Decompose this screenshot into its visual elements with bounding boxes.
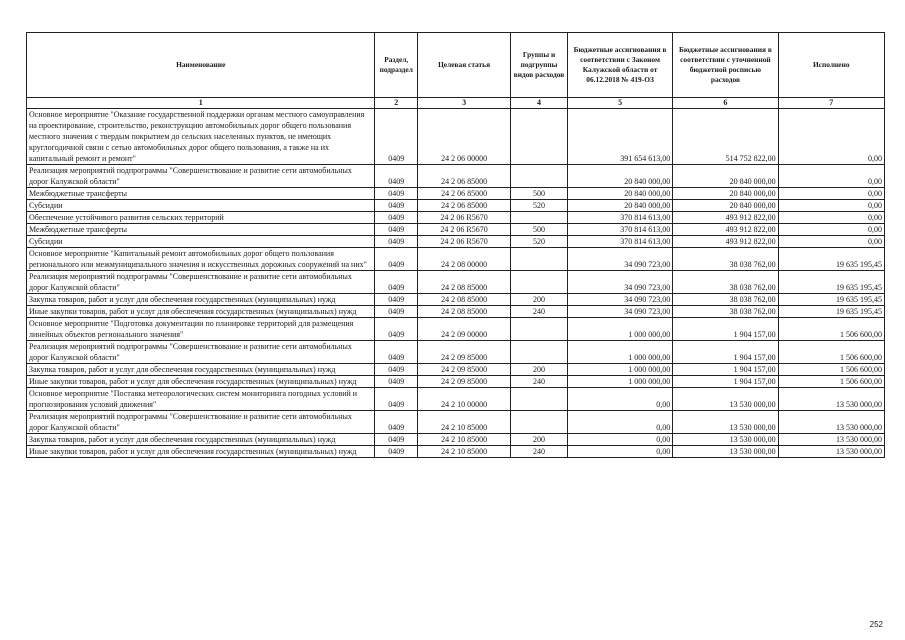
row-target: 24 2 06 85000 — [417, 200, 510, 212]
row-target: 24 2 06 R5670 — [417, 212, 510, 224]
row-name: Субсидии — [27, 200, 375, 212]
row-budget-law: 1 000 000,00 — [567, 364, 672, 376]
row-budget-refined: 493 912 822,00 — [673, 224, 778, 236]
row-section: 0409 — [375, 188, 418, 200]
row-target: 24 2 09 85000 — [417, 341, 510, 364]
row-budget-law: 1 000 000,00 — [567, 376, 672, 388]
row-target: 24 2 10 00000 — [417, 388, 510, 411]
header-section: Раздел, подраздел — [375, 33, 418, 98]
row-section: 0409 — [375, 109, 418, 165]
row-executed: 13 530 000,00 — [778, 434, 884, 446]
row-budget-law: 34 090 723,00 — [567, 271, 672, 294]
row-executed: 1 506 600,00 — [778, 341, 884, 364]
row-budget-law: 0,00 — [567, 411, 672, 434]
header-target: Целевая статья — [417, 33, 510, 98]
column-number: 4 — [511, 98, 568, 109]
row-group: 240 — [511, 376, 568, 388]
row-target: 24 2 09 85000 — [417, 376, 510, 388]
page-number: 252 — [869, 620, 883, 629]
header-groups: Группы и подгруппы видов расходов — [511, 33, 568, 98]
row-executed: 0,00 — [778, 109, 884, 165]
row-section: 0409 — [375, 446, 418, 458]
row-budget-refined: 514 752 822,00 — [673, 109, 778, 165]
row-budget-law: 20 840 000,00 — [567, 200, 672, 212]
row-group — [511, 248, 568, 271]
row-name: Основное мероприятие "Подготовка документации по планировке территорий для размещения линейных объектов регионального значения" — [27, 318, 375, 341]
row-name: Закупка товаров, работ и услуг для обеспечения государственных (муниципальных) нужд — [27, 434, 375, 446]
row-target: 24 2 09 85000 — [417, 364, 510, 376]
row-budget-law: 20 840 000,00 — [567, 165, 672, 188]
table-row — [27, 434, 885, 446]
column-number: 5 — [567, 98, 672, 109]
row-budget-law: 20 840 000,00 — [567, 188, 672, 200]
row-section: 0409 — [375, 376, 418, 388]
row-name: Субсидии — [27, 236, 375, 248]
row-executed: 19 635 195,45 — [778, 248, 884, 271]
row-budget-refined: 493 912 822,00 — [673, 212, 778, 224]
row-executed: 13 530 000,00 — [778, 388, 884, 411]
row-budget-refined: 1 904 157,00 — [673, 376, 778, 388]
row-section: 0409 — [375, 236, 418, 248]
row-section: 0409 — [375, 318, 418, 341]
row-section: 0409 — [375, 248, 418, 271]
row-budget-law: 370 814 613,00 — [567, 212, 672, 224]
table-row — [27, 248, 885, 271]
row-budget-refined: 38 038 762,00 — [673, 306, 778, 318]
row-budget-law: 0,00 — [567, 446, 672, 458]
row-budget-refined: 38 038 762,00 — [673, 294, 778, 306]
row-budget-law: 34 090 723,00 — [567, 306, 672, 318]
row-section: 0409 — [375, 294, 418, 306]
table-row — [27, 388, 885, 411]
row-target: 24 2 06 85000 — [417, 165, 510, 188]
row-executed: 19 635 195,45 — [778, 306, 884, 318]
row-budget-law: 34 090 723,00 — [567, 294, 672, 306]
row-executed: 0,00 — [778, 188, 884, 200]
column-number: 2 — [375, 98, 418, 109]
table-row — [27, 294, 885, 306]
row-section: 0409 — [375, 364, 418, 376]
table-row — [27, 411, 885, 434]
row-section: 0409 — [375, 200, 418, 212]
row-budget-refined: 20 840 000,00 — [673, 165, 778, 188]
row-target: 24 2 06 85000 — [417, 188, 510, 200]
row-budget-law: 370 814 613,00 — [567, 224, 672, 236]
table-row — [27, 224, 885, 236]
column-number: 6 — [673, 98, 778, 109]
row-group: 200 — [511, 294, 568, 306]
row-name: Закупка товаров, работ и услуг для обеспечения государственных (муниципальных) нужд — [27, 364, 375, 376]
row-group: 500 — [511, 188, 568, 200]
table-row — [27, 376, 885, 388]
table-row — [27, 109, 885, 165]
row-executed: 0,00 — [778, 212, 884, 224]
row-group: 520 — [511, 200, 568, 212]
column-number-row — [27, 98, 885, 109]
row-executed: 0,00 — [778, 165, 884, 188]
row-budget-refined: 13 530 000,00 — [673, 388, 778, 411]
row-target: 24 2 08 85000 — [417, 271, 510, 294]
column-number: 1 — [27, 98, 375, 109]
table-row — [27, 236, 885, 248]
row-name: Межбюджетные трансферты — [27, 188, 375, 200]
row-budget-law: 1 000 000,00 — [567, 341, 672, 364]
row-group — [511, 341, 568, 364]
row-section: 0409 — [375, 165, 418, 188]
row-group: 200 — [511, 364, 568, 376]
row-target: 24 2 08 00000 — [417, 248, 510, 271]
column-number: 3 — [417, 98, 510, 109]
table-row — [27, 271, 885, 294]
row-target: 24 2 06 00000 — [417, 109, 510, 165]
row-group — [511, 411, 568, 434]
row-section: 0409 — [375, 271, 418, 294]
row-target: 24 2 10 85000 — [417, 434, 510, 446]
row-executed: 0,00 — [778, 224, 884, 236]
row-target: 24 2 06 R5670 — [417, 236, 510, 248]
row-budget-refined: 20 840 000,00 — [673, 188, 778, 200]
column-number: 7 — [778, 98, 884, 109]
header-budget-law: Бюджетные ассигнования в соответствии с Законом Калужской области от 06.12.2018 № 419-ОЗ — [567, 33, 672, 98]
row-target: 24 2 08 85000 — [417, 294, 510, 306]
row-budget-refined: 20 840 000,00 — [673, 200, 778, 212]
row-group: 520 — [511, 236, 568, 248]
row-name: Основное мероприятие "Оказание государственной поддержки органам местного самоуправления на проектирование, строительство, реконструкцию автомобильных дорог общего пользования местного значения с твердым покрытием до сельских населенных пунктов, не имеющих круглогодичной связи с сетью автомобильных дорог общего пользования, а также на их капитальный ремонт и ремонт" — [27, 109, 375, 165]
row-executed: 13 530 000,00 — [778, 446, 884, 458]
row-name: Реализация мероприятий подпрограммы "Совершенствование и развитие сети автомобильных дорог Калужской области" — [27, 341, 375, 364]
row-group — [511, 271, 568, 294]
row-name: Основное мероприятие "Поставка метеорологических систем мониторинга погодных условий и прогнозирования условий движения" — [27, 388, 375, 411]
row-section: 0409 — [375, 341, 418, 364]
row-name: Основное мероприятие "Капитальный ремонт автомобильных дорог общего пользования регионального или межмуниципального значения и искусственных дорожных сооружений на них" — [27, 248, 375, 271]
row-name: Реализация мероприятий подпрограммы "Совершенствование и развитие сети автомобильных дорог Калужской области" — [27, 271, 375, 294]
table-body — [27, 109, 885, 458]
row-name: Реализация мероприятий подпрограммы "Совершенствование и развитие сети автомобильных дорог Калужской области" — [27, 165, 375, 188]
row-name: Иные закупки товаров, работ и услуг для обеспечения государственных (муниципальных) нужд — [27, 376, 375, 388]
row-name: Иные закупки товаров, работ и услуг для обеспечения государственных (муниципальных) нужд — [27, 306, 375, 318]
row-group: 500 — [511, 224, 568, 236]
row-target: 24 2 08 85000 — [417, 306, 510, 318]
row-target: 24 2 09 00000 — [417, 318, 510, 341]
row-budget-refined: 38 038 762,00 — [673, 248, 778, 271]
row-group — [511, 212, 568, 224]
row-executed: 19 635 195,45 — [778, 271, 884, 294]
row-executed: 0,00 — [778, 236, 884, 248]
row-budget-law: 391 654 613,00 — [567, 109, 672, 165]
row-group: 240 — [511, 446, 568, 458]
row-budget-law: 370 814 613,00 — [567, 236, 672, 248]
row-section: 0409 — [375, 434, 418, 446]
row-executed: 19 635 195,45 — [778, 294, 884, 306]
row-executed: 1 506 600,00 — [778, 318, 884, 341]
row-section: 0409 — [375, 388, 418, 411]
row-budget-law: 0,00 — [567, 388, 672, 411]
table-row — [27, 165, 885, 188]
row-executed: 1 506 600,00 — [778, 364, 884, 376]
row-budget-refined: 1 904 157,00 — [673, 341, 778, 364]
row-executed: 1 506 600,00 — [778, 376, 884, 388]
table-row — [27, 364, 885, 376]
row-executed: 0,00 — [778, 200, 884, 212]
header-budget-refined: Бюджетные ассигнования в соответствии с уточненной бюджетной росписью расходов — [673, 33, 778, 98]
row-name: Обеспечение устойчивого развития сельских территорий — [27, 212, 375, 224]
row-group: 240 — [511, 306, 568, 318]
row-name: Иные закупки товаров, работ и услуг для обеспечения государственных (муниципальных) нужд — [27, 446, 375, 458]
row-group — [511, 109, 568, 165]
budget-table — [26, 32, 885, 458]
row-name: Межбюджетные трансферты — [27, 224, 375, 236]
row-group — [511, 388, 568, 411]
row-budget-law: 1 000 000,00 — [567, 318, 672, 341]
row-group — [511, 318, 568, 341]
table-row — [27, 212, 885, 224]
row-target: 24 2 06 R5670 — [417, 224, 510, 236]
row-group: 200 — [511, 434, 568, 446]
table-row — [27, 200, 885, 212]
row-budget-refined: 38 038 762,00 — [673, 271, 778, 294]
row-section: 0409 — [375, 306, 418, 318]
row-budget-refined: 13 530 000,00 — [673, 446, 778, 458]
row-section: 0409 — [375, 212, 418, 224]
row-budget-refined: 1 904 157,00 — [673, 318, 778, 341]
header-executed: Исполнено — [778, 33, 884, 98]
table-row — [27, 446, 885, 458]
table-header-row — [27, 33, 885, 98]
row-group — [511, 165, 568, 188]
budget-sheet — [26, 32, 885, 458]
row-name: Реализация мероприятий подпрограммы "Совершенствование и развитие сети автомобильных дорог Калужской области" — [27, 411, 375, 434]
header-name: Наименование — [27, 33, 375, 98]
table-row — [27, 306, 885, 318]
table-row — [27, 318, 885, 341]
row-target: 24 2 10 85000 — [417, 411, 510, 434]
row-section: 0409 — [375, 411, 418, 434]
row-budget-refined: 13 530 000,00 — [673, 434, 778, 446]
table-row — [27, 341, 885, 364]
row-executed: 13 530 000,00 — [778, 411, 884, 434]
row-name: Закупка товаров, работ и услуг для обеспечения государственных (муниципальных) нужд — [27, 294, 375, 306]
row-budget-law: 0,00 — [567, 434, 672, 446]
row-budget-refined: 1 904 157,00 — [673, 364, 778, 376]
table-row — [27, 188, 885, 200]
row-target: 24 2 10 85000 — [417, 446, 510, 458]
row-budget-law: 34 090 723,00 — [567, 248, 672, 271]
row-budget-refined: 493 912 822,00 — [673, 236, 778, 248]
row-budget-refined: 13 530 000,00 — [673, 411, 778, 434]
row-section: 0409 — [375, 224, 418, 236]
